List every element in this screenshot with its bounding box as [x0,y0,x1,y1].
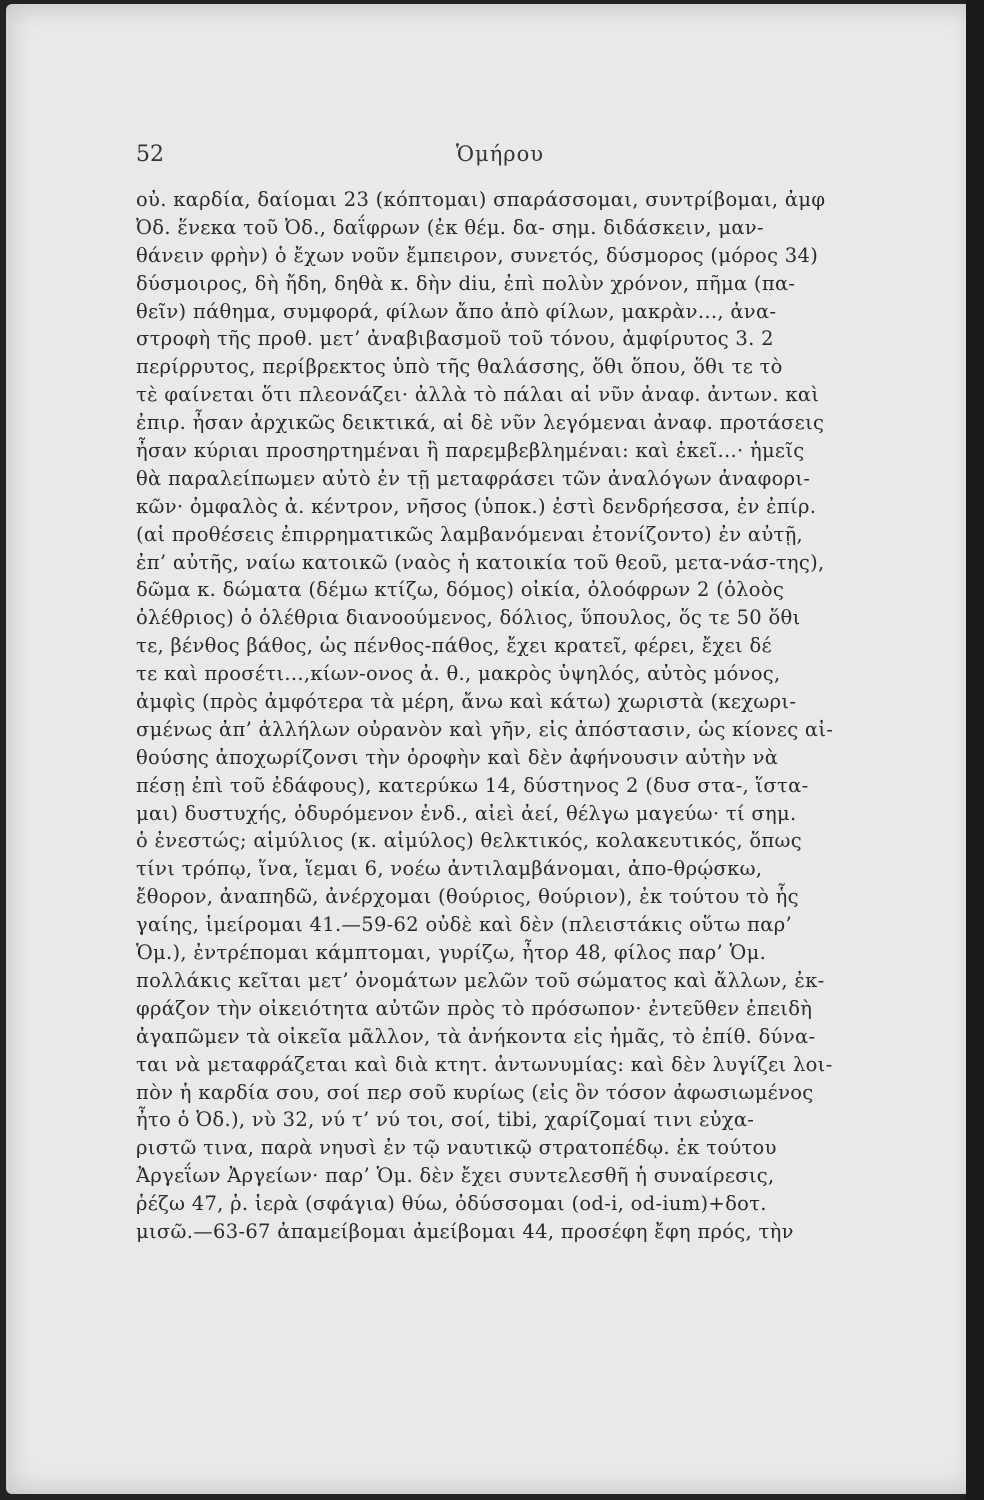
text-line: τὲ φαίνεται ὅτι πλεονάζει· ἀλλὰ τὸ πάλαι αἱ νῦν ἀναφ. ἀντων. καὶ [136,383,820,407]
text-line: ῥέζω 47, ῥ. ἱερὰ (σφάγια) θύω, ὀδύσσομαι (od-i, od-ium)+δοτ. [136,1192,767,1216]
text-line: ται νὰ μεταφράζεται καὶ διὰ κτητ. ἀντωνυμίας: καὶ δὲν λυγίζει λοι- [136,1052,833,1076]
text-line: περίρρυτος, περίβρεκτος ὑπὸ τῆς θαλάσσης, ὅθι ὅπου, ὅθι τε τὸ [136,355,783,379]
text-line: ἦσαν κύριαι προσηρτημέναι ἢ παρεμβεβλημέναι: καὶ ἐκεῖ...· ἡμεῖς [136,439,805,463]
text-line: ἀμφὶς (πρὸς ἀμφότερα τὰ μέρη, ἄνω καὶ κάτω) χωριστὰ (κεχωρι- [136,690,797,714]
page-edge-shadow [966,0,984,1500]
text-line: μισῶ.—63-67 ἀπαμείβομαι ἀμείβομαι 44, προσέφη ἔφη πρός, τὴν [136,1219,794,1243]
text-line: ἐπιρ. ἦσαν ἀρχικῶς δεικτικά, αἱ δὲ νῦν λεγόμεναι ἀναφ. προτάσεις [136,411,825,435]
text-line: ἀγαπῶμεν τὰ οἰκεῖα μᾶλλον, τὰ ἀνήκοντα εἰς ἡμᾶς, τὸ ἐπίθ. δύνα- [136,1024,816,1048]
text-line: ὀλέθριος) ὁ ὀλέθρια διανοούμενος, δόλιος, ὕπουλος, ὅς τε 50 ὅθι [136,606,801,630]
text-line: Ἀργεΐων Ἀργείων· παρ’ Ὁμ. δὲν ἔχει συντελεσθῆ ἡ συναίρεσις, [136,1164,775,1188]
text-line: ριστῶ τινα, παρὰ νηυσὶ ἐν τῷ ναυτικῷ στρατοπέδῳ. ἐκ τούτου [136,1136,777,1160]
text-line: ἔθορον, ἀναπηδῶ, ἀνέρχομαι (θούριος, θούριον), ἐκ τούτου τὸ ἧς [136,885,799,909]
text-line: θούσης ἀποχωρίζονσι τὴν ὀροφὴν καὶ δὲν ἀφήνουσιν αὐτὴν νὰ [136,745,779,769]
text-line: οὐ. καρδία, δαίομαι 23 (κόπτομαι) σπαράσσομαι, συντρίβομαι, ἀμφ [136,188,826,211]
page-header [136,142,944,172]
text-line: Ὀδ. ἕνεκα τοῦ Ὀδ., δαΐφρων (ἐκ θέμ. δα- σημ. διδάσκειν, μαν- [136,215,764,239]
text-line: τε, βένθος βάθος, ὡς πένθος-πάθος, ἔχει κρατεῖ, φέρει, ἔχει δέ [136,634,772,658]
page-number: 52 [136,142,164,167]
running-title: Ὁμήρου [456,142,545,166]
text-line: Ὁμ.), ἐντρέπομαι κάμπτομαι, γυρίζω, ἦτορ 48, φίλος παρ’ Ὁμ. [136,941,767,965]
text-line: θὰ παραλείπωμεν αὐτὸ ἐν τῇ μεταφράσει τῶν ἀναλόγων ἀναφορι- [136,466,811,490]
text-line: ἐπ’ αὐτῆς, ναίω κατοικῶ (ναὸς ἡ κατοικία τοῦ θεοῦ, μετα-νάσ-της), [136,550,825,574]
text-line: τίνι τρόπῳ, ἵνα, ἵεμαι 6, νοέω ἀντιλαμβάνομαι, ἀπο-θρῴσκω, [136,857,763,881]
text-line: φράζον τὴν οἰκειότητα αὐτῶν πρὸς τὸ πρόσωπον· ἐντεῦθεν ἐπειδὴ [136,996,813,1020]
commentary-text [136,186,944,1246]
text-line: δῶμα κ. δώματα (δέμω κτίζω, δόμος) οἰκία, ὀλοόφρων 2 (ὀλοὸς [136,578,785,602]
text-line: σμένως ἀπ’ ἀλλήλων οὐρανὸν καὶ γῆν, εἰς ἀπόστασιν, ὡς κίονες αἰ- [136,717,834,741]
text-line: (αἱ προθέσεις ἐπιρρηματικῶς λαμβανόμεναι ἐτονίζοντο) ἐν αὐτῇ, [136,522,804,546]
text-line: ὁ ἐνεστώς; αἱμύλιος (κ. αἱμύλος) θελκτικός, κολακευτικός, ὅπως [136,829,802,853]
text-line: πὸν ἡ καρδία σου, σοί περ σοῦ κυρίως (εἰς ὃν τόσον ἀφωσιωμένος [136,1080,814,1104]
text-line: μαι) δυστυχής, ὀδυρόμενον ἐνδ., αἰεὶ ἀεί, θέλγω μαγεύω· τί σημ. [136,801,797,825]
text-line: πολλάκις κεῖται μετ’ ὀνομάτων μελῶν τοῦ σώματος καὶ ἄλλων, ἐκ- [136,968,825,992]
text-line: στροφὴ τῆς προθ. μετ’ ἀναβιβασμοῦ τοῦ τόνου, ἀμφίρυτος 3. 2 [136,327,774,351]
text-line: γαίης, ἱμείρομαι 41.—59-62 οὐδὲ καὶ δὲν (πλειστάκις οὕτω παρ’ [136,913,792,937]
text-line: κῶν· ὀμφαλὸς ἀ. κέντρον, νῆσος (ὑποκ.) ἐστὶ δενδρήεσσα, ἐν ἐπίρ. [136,494,817,518]
text-line: τε καὶ προσέτι...,κίων-ονος ἀ. θ., μακρὸς ὑψηλός, αὐτὸς μόνος, [136,662,781,686]
text-line: ἦτο ὁ Ὀδ.), νὺ 32, νύ τ’ νύ τοι, σοί, tibi, χαρίζομαί τινι εὐχα- [136,1108,755,1132]
text-line: δύσμοιρος, δὴ ἤδη, δηθὰ κ. δὴν diu, ἐπὶ πολὺν χρόνον, πῆμα (πα- [136,271,796,295]
text-line: θάνειν φρὴν) ὁ ἔχων νοῦν ἔμπειρον, συνετός, δύσμορος (μόρος 34) [136,243,819,267]
text-line: θεῖν) πάθημα, συμφορά, φίλων ἄπο ἀπὸ φίλων, μακρὰν..., ἀνα- [136,299,777,323]
text-line: πέσῃ ἐπὶ τοῦ ἐδάφους), κατερύκω 14, δύστηνος 2 (δυσ στα-, ἵστα- [136,773,809,797]
